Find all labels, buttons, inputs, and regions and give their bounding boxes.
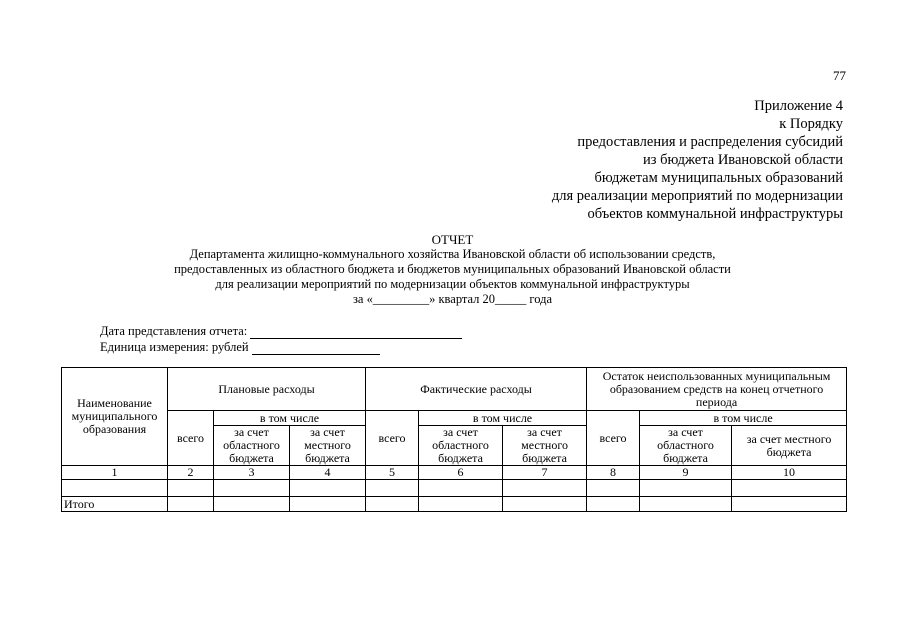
table-cell (62, 480, 168, 497)
col-header-local: за счет местного бюджета (503, 426, 587, 466)
appendix-line: объектов коммунальной инфраструктуры (587, 206, 843, 222)
col-number: 9 (640, 466, 732, 480)
col-header-regional: за счет областного бюджета (640, 426, 732, 466)
report-subtitle-line: Департамента жилищно-коммунального хозяйства Ивановской области об использовании средств, (189, 247, 716, 261)
report-table (61, 367, 847, 512)
page-number: 77 (833, 68, 846, 83)
group-header-remaining: Остаток неиспользованных муниципальным образованием средств на конец отчетного периода (587, 368, 847, 411)
total-row-label: Итого (62, 497, 168, 512)
date-blank-line (250, 327, 462, 339)
appendix-line: из бюджета Ивановской области (643, 152, 843, 168)
table-cell (587, 480, 640, 497)
col-header-name: Наименование муниципального образования (62, 368, 168, 466)
group-header-planned: Плановые расходы (168, 368, 366, 411)
table-cell (168, 480, 214, 497)
table-cell (732, 497, 847, 512)
table-cell (214, 480, 290, 497)
col-header-regional: за счет областного бюджета (214, 426, 290, 466)
col-header-local: за счет местного бюджета (732, 426, 847, 466)
table-cell (640, 497, 732, 512)
col-header-total: всего (168, 411, 214, 466)
appendix-line: для реализации мероприятий по модернизации (551, 188, 843, 204)
col-header-regional: за счет областного бюджета (419, 426, 503, 466)
column-number-row (62, 466, 847, 480)
col-header-local: за счет местного бюджета (290, 426, 366, 466)
report-subtitle-line: для реализации мероприятий по модернизации объектов коммунальной инфраструктуры (215, 277, 690, 291)
report-title: ОТЧЕТ (431, 232, 474, 247)
appendix-line: к Порядку (779, 116, 843, 132)
col-header-total: всего (587, 411, 640, 466)
report-meta (100, 323, 462, 355)
table-cell (419, 497, 503, 512)
incl-header: в том числе (214, 411, 366, 426)
table-cell (290, 480, 366, 497)
unit-blank-line (252, 343, 380, 355)
col-number: 4 (290, 466, 366, 480)
table-cell (366, 497, 419, 512)
appendix-line: предоставления и распределения субсидий (577, 134, 843, 150)
col-number: 10 (732, 466, 847, 480)
appendix-line: Приложение 4 (754, 98, 843, 114)
table-subheader-row (62, 411, 847, 426)
table-cell (290, 497, 366, 512)
table-header-row (62, 368, 847, 411)
report-title-block (0, 232, 905, 307)
group-header-actual: Фактические расходы (366, 368, 587, 411)
col-number: 1 (62, 466, 168, 480)
table-cell (168, 497, 214, 512)
incl-header: в том числе (640, 411, 847, 426)
date-label: Дата представления отчета: (100, 324, 248, 338)
appendix-header (552, 97, 843, 223)
table-cell (214, 497, 290, 512)
table-row (62, 480, 847, 497)
col-number: 3 (214, 466, 290, 480)
col-number: 6 (419, 466, 503, 480)
table-cell (732, 480, 847, 497)
col-number: 5 (366, 466, 419, 480)
table-cell (587, 497, 640, 512)
table-cell (366, 480, 419, 497)
table-cell (640, 480, 732, 497)
col-number: 2 (168, 466, 214, 480)
total-row (62, 497, 847, 512)
unit-row (100, 339, 462, 355)
report-subtitle-line: предоставленных из областного бюджета и бюджетов муниципальных образований Ивановской области (174, 262, 731, 276)
table-cell (503, 497, 587, 512)
date-row (100, 323, 462, 339)
table-cell (419, 480, 503, 497)
incl-header: в том числе (419, 411, 587, 426)
table-cell (503, 480, 587, 497)
unit-label: Единица измерения: рублей (100, 340, 249, 354)
appendix-line: бюджетам муниципальных образований (594, 170, 843, 186)
report-period-line: за «_________» квартал 20_____ года (352, 292, 553, 306)
col-header-total: всего (366, 411, 419, 466)
col-number: 8 (587, 466, 640, 480)
col-number: 7 (503, 466, 587, 480)
